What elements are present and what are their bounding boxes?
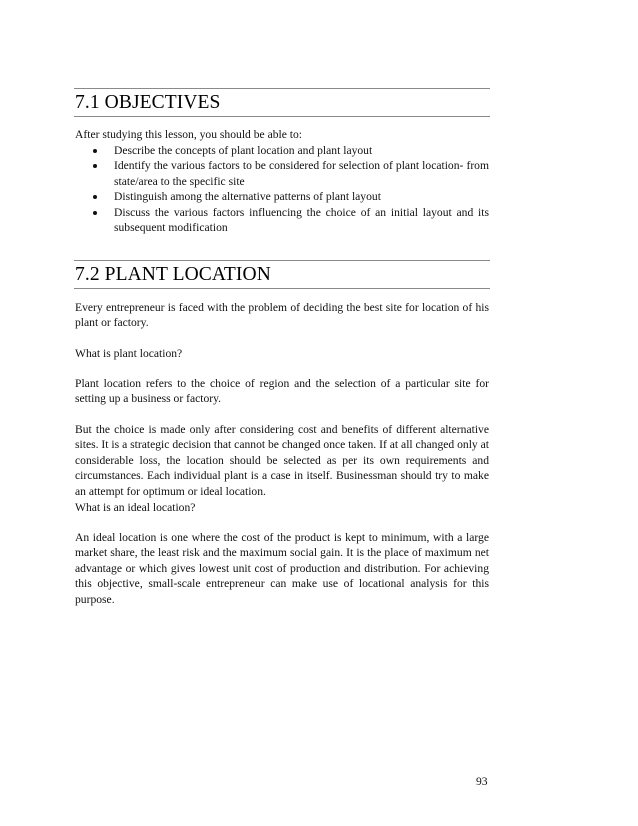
section-1-top-rule bbox=[74, 88, 490, 89]
bullet-icon bbox=[93, 211, 97, 215]
list-item: Identify the various factors to be considered for selection of plant location- from state/area to the specific site bbox=[75, 158, 489, 189]
list-item: Describe the concepts of plant location and plant layout bbox=[75, 143, 489, 158]
paragraph: Every entrepreneur is faced with the problem of deciding the best site for location of his plant or factory. bbox=[75, 301, 489, 330]
section-1-bottom-rule bbox=[74, 116, 490, 117]
page-number: 93 bbox=[476, 775, 488, 788]
bullet-icon bbox=[93, 195, 97, 199]
section-2-top-rule bbox=[74, 260, 490, 261]
bullet-icon bbox=[93, 149, 97, 153]
paragraph: Plant location refers to the choice of region and the selection of a particular site for setting up a business or factory. bbox=[75, 377, 489, 406]
objectives-list bbox=[75, 143, 489, 235]
question-heading: What is plant location? bbox=[75, 347, 183, 360]
question-heading: What is an ideal location? bbox=[75, 501, 196, 514]
objectives-intro: After studying this lesson, you should be able to: bbox=[75, 128, 303, 141]
list-item: Discuss the various factors influencing the choice of an initial layout and its subsequent modification bbox=[75, 205, 489, 236]
paragraph: But the choice is made only after considering cost and benefits of different alternative sites. It is a strategic decision that cannot be changed once taken. If at all changed only at considerable loss, the location should be selected as per its own requirements and circumstances. Each individual plant is a case in itself. Businessman should try to make an attempt for optimum or ideal location. bbox=[75, 423, 489, 498]
section-2-heading: 7.2 PLANT LOCATION bbox=[75, 264, 271, 285]
section-2-bottom-rule bbox=[74, 288, 490, 289]
list-item: Distinguish among the alternative patterns of plant layout bbox=[75, 189, 489, 204]
section-1-heading: 7.1 OBJECTIVES bbox=[75, 92, 221, 113]
bullet-icon bbox=[93, 164, 97, 168]
paragraph: An ideal location is one where the cost of the product is kept to minimum, with a large market share, the least risk and the maximum social gain. It is the place of maximum net advantage or which gives lowest unit cost of production and distribution. For achieving this objective, small-scale entrepreneur can make use of locational analysis for this purpose. bbox=[75, 531, 489, 606]
